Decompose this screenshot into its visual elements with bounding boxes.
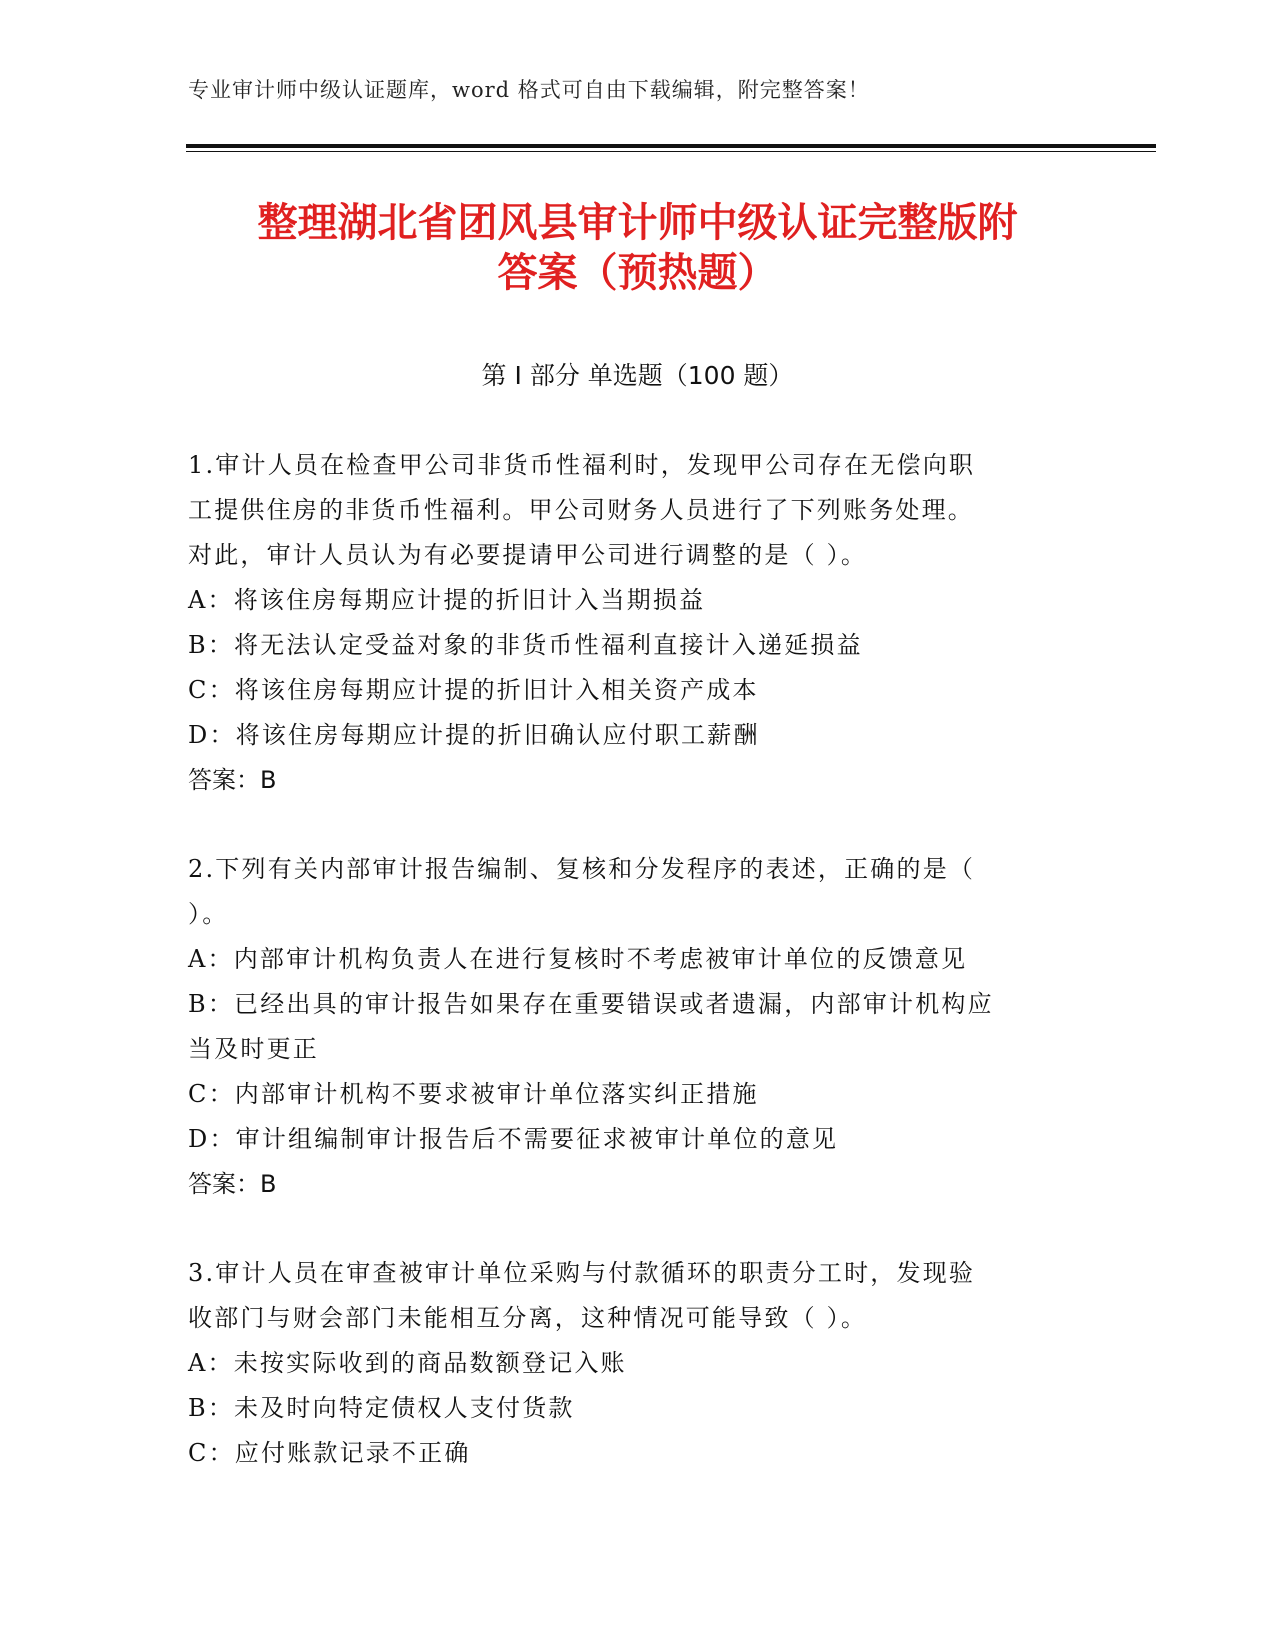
header-divider-thick (186, 144, 1156, 148)
option-a: A：内部审计机构负责人在进行复核时不考虑被审计单位的反馈意见 (188, 945, 968, 973)
question-list (188, 443, 1078, 1476)
question-stem-line: 1.审计人员在检查甲公司非货币性福利时，发现甲公司存在无偿向职 (188, 451, 976, 479)
question-1 (188, 443, 1078, 803)
option-c: C：内部审计机构不要求被审计单位落实纠正措施 (188, 1080, 759, 1108)
question-stem-line: 对此，审计人员认为有必要提请甲公司进行调整的是（ ）。 (188, 541, 868, 569)
option-b: B：将无法认定受益对象的非货币性福利直接计入递延损益 (188, 631, 863, 659)
document-title-line1: 整理湖北省团风县审计师中级认证完整版附 (257, 200, 1018, 246)
question-spacer (188, 1207, 1078, 1251)
option-c: C：应付账款记录不正确 (188, 1439, 471, 1467)
option-b: B：未及时向特定债权人支付货款 (188, 1394, 575, 1422)
document-title-line2: 答案（预热题） (497, 250, 778, 296)
question-stem-line: 工提供住房的非货币性福利。甲公司财务人员进行了下列账务处理。 (188, 496, 974, 524)
header-note: 专业审计师中级认证题库，word 格式可自由下载编辑，附完整答案！ (188, 78, 870, 102)
question-3 (188, 1251, 1078, 1476)
question-stem-line: ）。 (188, 900, 229, 928)
answer: 答案：B (188, 1170, 277, 1198)
question-spacer (188, 803, 1078, 847)
section-title: 第 I 部分 单选题（100 题） (481, 361, 794, 390)
option-a: A：将该住房每期应计提的折旧计入当期损益 (188, 586, 706, 614)
option-c: C：将该住房每期应计提的折旧计入相关资产成本 (188, 676, 759, 704)
option-d: D：将该住房每期应计提的折旧确认应付职工薪酬 (188, 721, 760, 749)
document-title (160, 198, 1115, 298)
question-stem-line: 2.下列有关内部审计报告编制、复核和分发程序的表述，正确的是（ (188, 855, 976, 883)
option-b-continued: 当及时更正 (188, 1035, 319, 1063)
option-d: D：审计组编制审计报告后不需要征求被审计单位的意见 (188, 1125, 839, 1153)
question-stem-line: 3.审计人员在审查被审计单位采购与付款循环的职责分工时，发现验 (188, 1259, 976, 1287)
header-divider-thin (186, 151, 1156, 152)
option-a: A：未按实际收到的商品数额登记入账 (188, 1349, 627, 1377)
question-stem-line: 收部门与财会部门未能相互分离，这种情况可能导致（ ）。 (188, 1304, 868, 1332)
question-2 (188, 847, 1078, 1207)
answer: 答案：B (188, 766, 277, 794)
option-b: B：已经出具的审计报告如果存在重要错误或者遗漏，内部审计机构应 (188, 990, 994, 1018)
